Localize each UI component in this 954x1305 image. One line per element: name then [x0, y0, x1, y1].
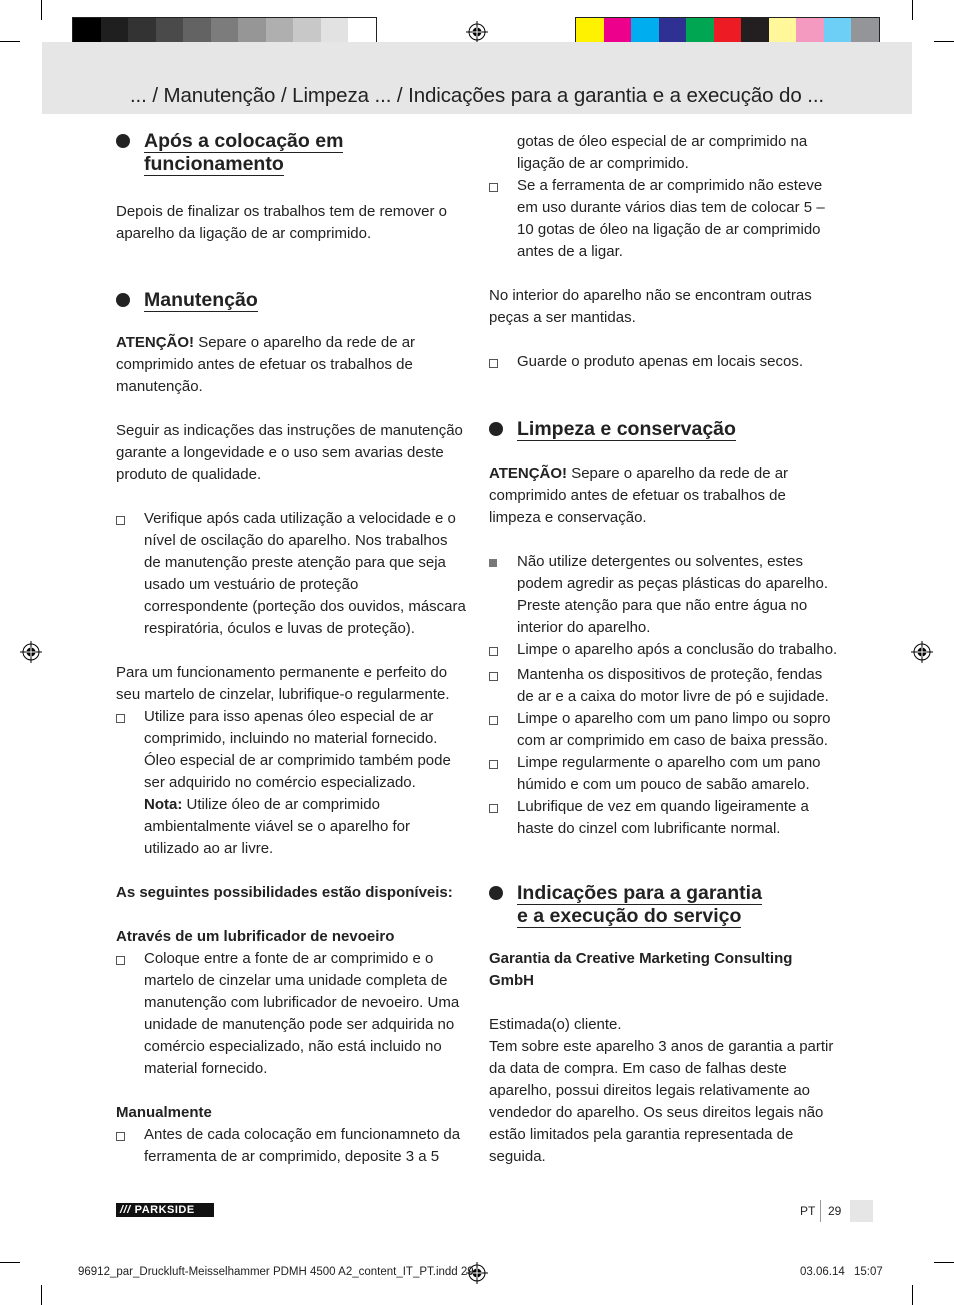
warning-paragraph: [116, 332, 466, 398]
list-item: [116, 1124, 466, 1168]
list-item: [489, 708, 839, 752]
bullet-dot-icon: [489, 886, 503, 900]
list-item: [116, 948, 466, 1080]
paragraph: Estimada(o) cliente.: [489, 1016, 622, 1033]
bullet-dot-icon: [489, 422, 503, 436]
checkbox-bullet-icon: [489, 752, 517, 796]
logo-stripes-icon: ///: [120, 1204, 131, 1216]
print-date: 03.06.14: [800, 1266, 845, 1278]
paragraph: Depois de finalizar os trabalhos tem de remover o aparelho da ligação de ar comprimido.: [116, 203, 447, 242]
list-item: [489, 351, 839, 376]
crop-mark: [934, 1262, 954, 1263]
list-item: [116, 508, 466, 640]
section-heading-line: Limpeza e conservação: [517, 418, 736, 440]
list-item: [489, 752, 839, 796]
section-heading-line: funcionamento: [144, 153, 284, 175]
left-column: [116, 130, 466, 1168]
list-item-text: Guarde o produto apenas em locais secos.: [517, 353, 804, 370]
footer-divider: [820, 1200, 821, 1222]
section-heading-line: Após a colocação em: [144, 130, 344, 152]
checkbox-bullet-icon: [116, 948, 144, 1080]
warning-label: ATENÇÃO!: [116, 334, 195, 351]
paragraph: Seguir as indicações das instruções de manutenção garante a longevidade e o uso sem avarias deste produto de qualidade.: [116, 422, 463, 483]
subheading: Garantia da Creative Marketing Consulting GmbH: [489, 950, 793, 989]
bullet-dot-icon: [116, 134, 130, 148]
list-item-body: Utilize para isso apenas óleo especial de ar comprimido, incluindo no material fornecido. Óleo especial de ar comprimido também pode ser adquirido no comércio especializado.: [144, 708, 451, 791]
checkbox-bullet-icon: [489, 175, 517, 263]
checkbox-bullet-icon: [489, 351, 517, 376]
list-item-text: [144, 706, 466, 860]
section-heading-warranty: [489, 882, 839, 928]
language-code: PT: [800, 1204, 816, 1218]
page-number: 29: [828, 1204, 842, 1218]
page-number-box: [850, 1200, 873, 1222]
print-time: 15:07: [854, 1266, 883, 1278]
section-heading-line: Manutenção: [144, 289, 258, 311]
checkbox-bullet-icon: [489, 796, 517, 840]
crop-mark: [0, 41, 20, 42]
brand-name: PARKSIDE: [134, 1204, 195, 1216]
crop-mark: [0, 1262, 20, 1263]
checkbox-bullet-icon: [116, 706, 144, 860]
page-header-title: ... / Manutenção / Limpeza ... / Indicações para a garantia e a execução do ...: [129, 84, 825, 107]
section-heading-cleaning: [489, 418, 839, 441]
checkbox-bullet-icon: [116, 1124, 144, 1168]
note-label: Nota:: [144, 796, 183, 813]
list-item-text: Não utilize detergentes ou solventes, estes podem agredir as peças plásticas do aparelho. Preste atenção para que não entre água no interior do aparelho.: [517, 553, 829, 636]
checkbox-bullet-icon: [489, 708, 517, 752]
subheading: Através de um lubrificador de nevoeiro: [116, 928, 395, 945]
subheading: Manualmente: [116, 1104, 212, 1121]
warning-paragraph: [489, 463, 839, 529]
crop-mark: [934, 41, 954, 42]
list-item-text: Verifique após cada utilização a velocidade e o nível de oscilação do aparelho. Nos trabalhos de manutenção preste atenção para que seja usado um vestuário de proteção correspondente (porteção dos ouvidos, máscara respiratória, óculos e luvas de proteção).: [144, 510, 466, 637]
registration-mark-icon: [911, 641, 933, 663]
warning-text: Separe o aparelho da rede de ar comprimido antes de efetuar os trabalhos de limpeza e conservação.: [489, 465, 789, 526]
crop-mark: [41, 0, 42, 20]
warning-text: Separe o aparelho da rede de ar comprimido antes de efetuar os trabalhos de manutenção.: [116, 334, 416, 395]
checkbox-bullet-icon: [489, 639, 517, 664]
list-item-text: Mantenha os dispositivos de proteção, fendas de ar e a caixa do motor livre de pó e sujidade.: [517, 666, 829, 705]
warning-label: ATENÇÃO!: [489, 465, 568, 482]
list-item: [489, 664, 839, 708]
list-item: [116, 706, 466, 860]
section-heading-maintenance: [116, 289, 466, 312]
bullet-dot-icon: [116, 293, 130, 307]
registration-mark-icon: [20, 641, 42, 663]
paragraph: No interior do aparelho não se encontram outras peças a ser mantidas.: [489, 287, 812, 326]
crop-mark: [912, 0, 913, 20]
print-file-name: 96912_par_Druckluft-Meisselhammer PDMH 4500 A2_content_IT_PT.indd 29: [78, 1266, 474, 1278]
list-item-text: Coloque entre a fonte de ar comprimido e o martelo de cinzelar uma unidade completa de manutenção com lubrificador de nevoeiro. Uma unidade de manutenção pode ser adquirida no comércio especializado, não está incluido no material fornecido.: [144, 950, 460, 1077]
note-text: Utilize óleo de ar comprimido ambientalmente viável se o aparelho for utilizado ao ar livre.: [144, 796, 410, 857]
checkbox-bullet-icon: [116, 508, 144, 640]
crop-mark: [41, 1285, 42, 1305]
subheading: As seguintes possibilidades estão disponíveis:: [116, 884, 453, 901]
crop-mark: [912, 1285, 913, 1305]
list-item-text: Lubrifique de vez em quando ligeiramente a haste do cinzel com lubrificante normal.: [517, 798, 809, 837]
list-item-text: Antes de cada colocação em funcionamneto da ferramenta de ar comprimido, deposite 3 a 5: [144, 1126, 461, 1165]
section-heading-after-startup: [116, 130, 466, 176]
list-item: [489, 796, 839, 840]
list-item-text: gotas de óleo especial de ar comprimido na ligação de ar comprimido.: [517, 133, 808, 172]
list-item-text: Limpe o aparelho com um pano limpo ou sopro com ar comprimido em caso de baixa pressão.: [517, 710, 831, 749]
list-item-text: Limpe o aparelho após a conclusão do trabalho.: [517, 641, 838, 658]
list-item: [489, 175, 839, 263]
registration-mark-icon: [466, 21, 488, 43]
paragraph: Tem sobre este aparelho 3 anos de garantia a partir da data de compra. Em caso de falhas deste aparelho, possui direitos legais relativamente ao vendedor do aparelho. Os seus direitos legais não estão limitados pela garantia representada de seguida.: [489, 1038, 834, 1165]
section-heading-line: Indicações para a garantia: [517, 882, 762, 904]
checkbox-bullet-icon: [489, 664, 517, 708]
paragraph: Para um funcionamento permanente e perfeito do seu martelo de cinzelar, lubrifique-o regularmente.: [116, 664, 450, 703]
list-item-text: Limpe regularmente o aparelho com um pano húmido e com um pouco de sabão amarelo.: [517, 754, 821, 793]
right-column: [489, 131, 839, 1168]
list-item: [489, 639, 839, 664]
list-item-text: Se a ferramenta de ar comprimido não esteve em uso durante vários dias tem de colocar 5 – 10 gotas de óleo na ligação de ar comprimido antes de a ligar.: [517, 177, 825, 260]
filled-square-bullet-icon: [489, 551, 517, 639]
list-item-warning: [489, 551, 839, 639]
section-heading-line: e a execução do serviço: [517, 905, 742, 927]
list-item-continued: [489, 131, 839, 175]
brand-logo: [116, 1203, 214, 1217]
